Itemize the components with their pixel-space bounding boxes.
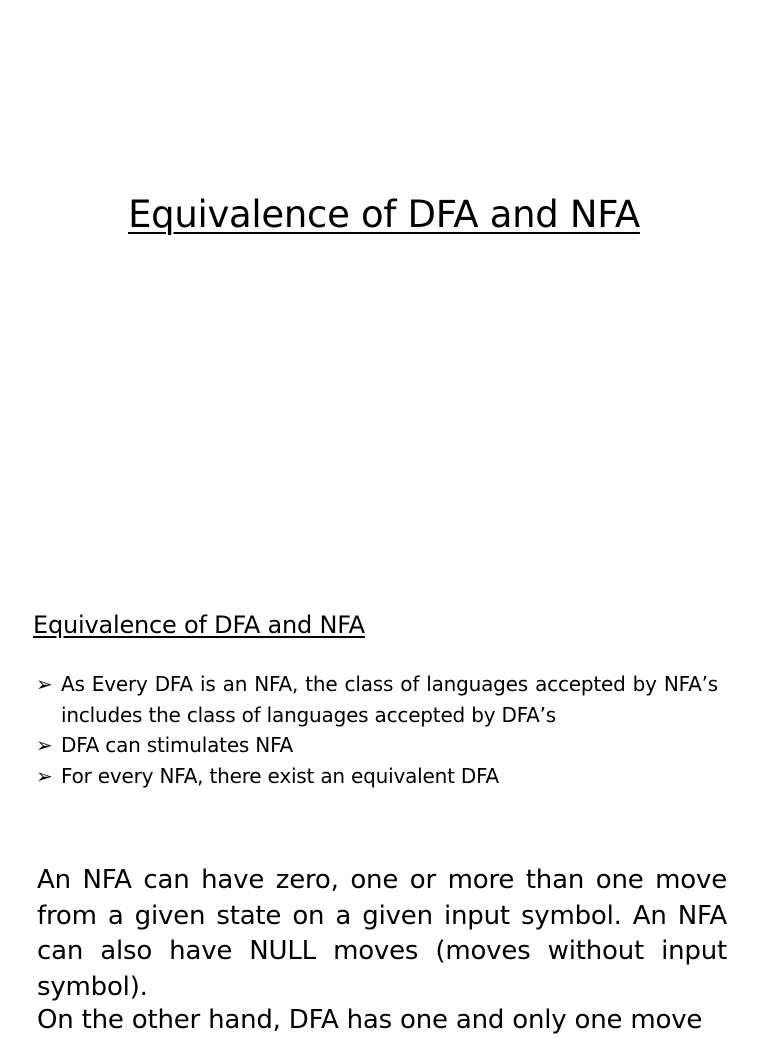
bullet-item bbox=[36, 761, 718, 792]
section-heading: Equivalence of DFA and NFA bbox=[33, 611, 365, 639]
slide-title: Equivalence of DFA and NFA bbox=[128, 193, 640, 236]
bullet-item bbox=[36, 669, 718, 730]
bullet-text: For every NFA, there exist an equivalent DFA bbox=[61, 763, 500, 788]
arrow-bullet-icon: ➢ bbox=[36, 672, 53, 696]
dfa-description-paragraph: On the other hand, DFA has one and only one move bbox=[37, 1005, 703, 1035]
bullet-text: DFA can stimulates NFA bbox=[61, 733, 294, 757]
bullet-item bbox=[36, 730, 718, 761]
bullet-list bbox=[36, 669, 718, 791]
nfa-description-paragraph: An NFA can have zero, one or more than one move from a given state on a given input symbol. An NFA can also have NULL moves (moves without input symbol). bbox=[37, 865, 727, 1002]
arrow-bullet-icon: ➢ bbox=[36, 763, 53, 788]
bullet-text: As Every DFA is an NFA, the class of languages accepted by NFA’s includes the class of languages accepted by DFA’s bbox=[61, 672, 718, 727]
arrow-bullet-icon: ➢ bbox=[36, 733, 53, 757]
